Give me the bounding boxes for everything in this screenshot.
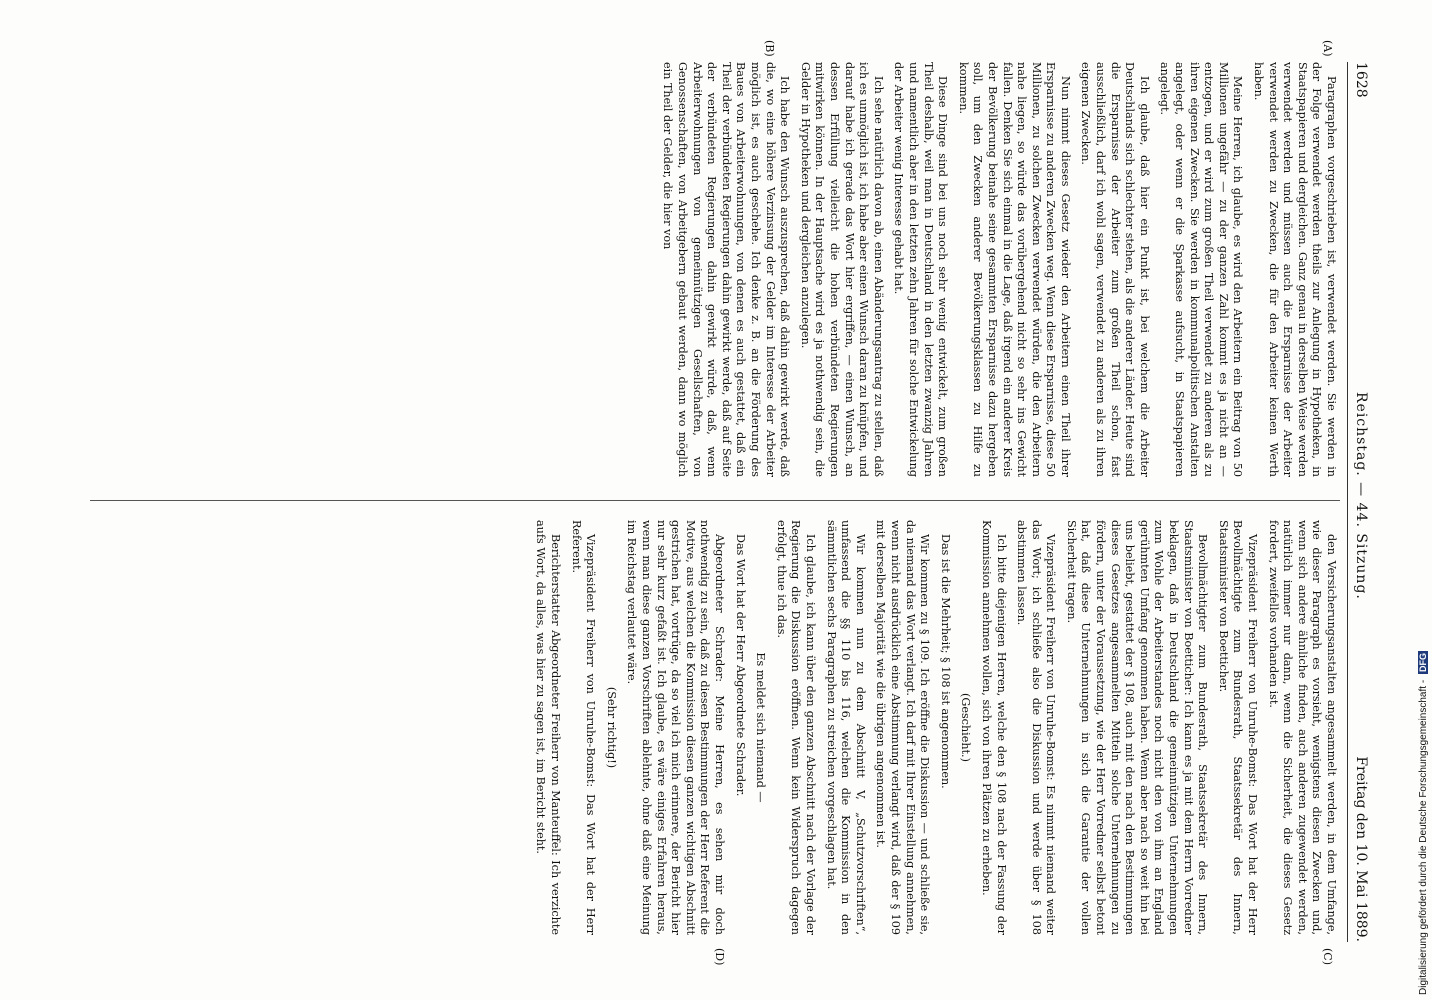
header-title: Reichstag. — 44. Sitzung. [1353, 392, 1369, 600]
paragraph: den Versicherungsanstalten angesammelt werden, in dem Umfange, wie dieser Paragraph es vorsieht, wenigstens diesen Zwecken und, wenn sich andere ähnliche finden, auch anderen zugewendet werden, natürlich immer nur dann, wenn die Sicherheit, die dieses Gesetz fordert, zweifellos vorhanden ist. [1266, 520, 1338, 935]
paragraph: Abgeordneter Schrader: Meine Herren, es sehen mir doch nothwendig zu sein, daß zu diesen Bestimmungen der Herr Referent die Motive, aus welchen die Kommission diesen ganzen wichtigen Abschnitt gestrichen hat, vortrüge, da so viel ich mich erinnere, der Bericht hier nur sehr kurz gefaßt ist. Ich glaube, es wäre einiges Erfahren heraus, wenn man diese ganzen Vorschriften ablehnte, ohne daß eine Meinung im Reichstag verlautet wäre. [625, 520, 727, 935]
paragraph: Wir kommen nun zu dem Abschnitt V, „Schutzvorschriften“, umfassend die §§ 110 bis 116, welchen die Kommission in den sämmtlichen sechs Paragraphen zu streichen vorgeschlagen hat. [824, 520, 867, 935]
paragraph: Vizepräsident Freiherr von Unruhe-Bomst: Das Wort hat der Herr Bevollmächtigte zum Bundesrath, Staatssekretär des Innern, Staatsminister von Boetticher. [1216, 520, 1260, 935]
page-number: 1628 [1353, 62, 1369, 98]
paragraph: Wir kommen zu § 109. Ich eröffne die Diskussion — und schließe sie, da niemand das Wort verlangt. Ich darf mit Ihrer Einstellung annehmen, wenn nicht ausdrücklich eine Abstimmung verlangt wird, daß der § 109 mit derselben Majorität wie die übrigen angenommen ist. [874, 520, 932, 935]
paragraph: Das ist die Mehrheit; § 108 ist angenommen. [938, 534, 952, 789]
paragraph: Paragraphen vorgeschrieben ist, verwendet werden. Sie werden in der Folge verwendet werden theils zur Anlegung in Hypotheken, in Staatspapieren und dergleichen. Ganz genau in derselben Weise werden verwendet werden und müssen auch die Ersparnisse der Arbeiter verwendet werden zu Zwecken, die für den Arbeiter keinen Werth haben. [1252, 62, 1338, 477]
marker-c: (C) [1321, 948, 1334, 965]
paragraph: Ich sehe natürlich davon ab, einen Abänderungsantrag zu stellen, daß ich es unmöglich ist, ich habe aber einen Wunsch daran zu knüpfen, und darauf habe ich gerade das Wort hier ergriffen, — einen Wunsch, an dessen Erfüllung vielleicht die hohen verbündeten Regierungen mitwirken können. In der Hauptsache wird es ja nothwendig sein, die Gelder in Hypotheken und dergleichen anzulegen. [798, 62, 885, 477]
paragraph: Meine Herren, ich glaube, es wird den Arbeitern ein Beitrag von 50 Millionen ungefähr — zu der ganzen Zahl kommt es ja nicht an — entzogen, und er wird zum großen Theil verwendet zu anderen als zu ihren eigenen Zwecken. Sie werden in kommunalpolitischen Anstalten angelegt, oder wenn er die Sparkasse aufsucht, in Staatspapieren angelegt. [1158, 62, 1245, 477]
marker-b: (B) [763, 40, 776, 57]
right-column [527, 520, 1338, 935]
header-date: Freitag den 10. Mai 1889. [1353, 756, 1369, 942]
paragraph: Ich glaube, daß hier ein Punkt ist, bei welchem die Arbeiter Deutschlands sich schlechter stehen, als die anderer Länder. Heute sind die Ersparnisse der Arbeiter zum großen Theil schon, fast ausschließlich, darf ich wohl sagen, verwendet zu anderen als zu ihren eigenen Zwecken. [1079, 62, 1151, 477]
left-column [654, 62, 1338, 477]
marker-d: (D) [713, 948, 726, 966]
column-divider [90, 500, 1340, 501]
page-header [1347, 62, 1370, 942]
dfg-logo-icon: DFG [1418, 653, 1428, 673]
paragraph: Vizepräsident Freiherr von Unruhe-Bomst: Es nimmt niemand weiter das Wort; ich schließe also die Diskussion und werde über § 108 abstimmen lassen. [1015, 520, 1058, 935]
paragraph: Berichterstatter Abgeordneter Freiherr von Manteuffel: Ich verzichte aufs Wort, da alles, was hier zu sagen ist, im Bericht steht. [534, 520, 563, 935]
stage-direction: Es meldet sich niemand — [754, 652, 768, 803]
paragraph: Ich habe den Wunsch auszusprechen, daß dahin gewirkt werde, daß die, wo eine höhere Verzinsung der Gelder im Interesse der Arbeiter möglich ist, es auch geschehe. Ich denke z. B. an die Förderung des Baues von Arbeiterwohnungen, von denen es auch gestattet, daß ein Theil der verbündeten Regierungen dahin gewirkt werde, daß auf Seite der verbündeten Regierungen dahin gewirkt würde, daß, wenn Arbeiterwohnungen von gemeinnützigen Gesellschaften, von Genossenschaften, von Arbeitgebern gebaut werden, dann wo möglich ein Theil der Gelder, die hier von [661, 62, 792, 477]
footer-text [1418, 565, 1429, 995]
paragraph: Bevollmächtigter zum Bundesrath, Staatssekretär des Innern, Staatsminister von Boetticher: Ich kann es ja mit dem Herrn Vorredner beklagen, daß in Deutschland die gemeinnützigen Unternehmungen zum Wohle der Arbeiterstandes noch nicht den von ihm an England gerühmten Umfang genommen haben. Wenn aber nach so weit hin bei uns beliebt, gestattet der § 108, auch mit den nach den Bestimmungen dieses Gesetzes angesammelten Mitteln solche Unternehmungen zu fördern, unter der Voraussetzung, wie der Herr Vorredner selbst betont hat, daß diese Unternehmungen in sich die Garantie der vollen Sicherheit tragen. [1064, 520, 1210, 935]
rotated-sheet [16, 0, 1416, 1000]
marker-a: (A) [1321, 40, 1334, 57]
paragraph: Nun nimmt dieses Gesetz wieder den Arbeitern einen Theil ihrer Ersparnisse zu anderen Zwecken weg. Wenn diese Ersparnisse, diese 50 Millionen, zu solchen Zwecken verwendet würden, die den Arbeitern nahe liegen, so würde das vorübergehend nicht so sehr ins Gewicht fallen. Denken Sie sich einmal in die Lage, daß irgend ein anderer Kreis der Bevölkerung beinahe seine gesammten Ersparnisse dazu hergeben soll, um den Zwecken anderer Bevölkerungsklassen zu Hilfe zu kommen. [956, 62, 1072, 477]
paragraph: Ich bitte diejenigen Herren, welche den § 108 nach der Fassung der Kommission annehmen wollen, sich von ihren Plätzen zu erheben. [979, 520, 1008, 935]
stage-direction: (Geschieht.) [959, 693, 973, 762]
paragraph: Das Wort hat der Herr Abgeordnete Schrader. [733, 534, 747, 797]
paragraph: Vizepräsident Freiherr von Unruhe-Bomst: Das Wort hat der Herr Referent. [569, 520, 598, 935]
footer-credit: Digitalisierung gefördert durch die Deutsche Forschungsgemeinschaft - [1418, 677, 1429, 995]
paragraph: Diese Dinge sind bei uns noch sehr wenig entwickelt, zum großen Theil deshalb, weil man in Deutschland in den letzten zwanzig Jahren und namentlich aber in den letzten zehn Jahren für solche Entwickelung der Arbeiter wenig Interesse gehabt hat. [892, 62, 950, 477]
paragraph: Ich glaube, ich kann über den ganzen Abschnitt nach der Vorlage der Regierung die Diskussion eröffnen. Wenn kein Widerspruch dagegen erfolgt, thue ich das. [774, 520, 817, 935]
stage-direction: (Sehr richtig!) [604, 686, 618, 769]
footer [1418, 565, 1432, 995]
